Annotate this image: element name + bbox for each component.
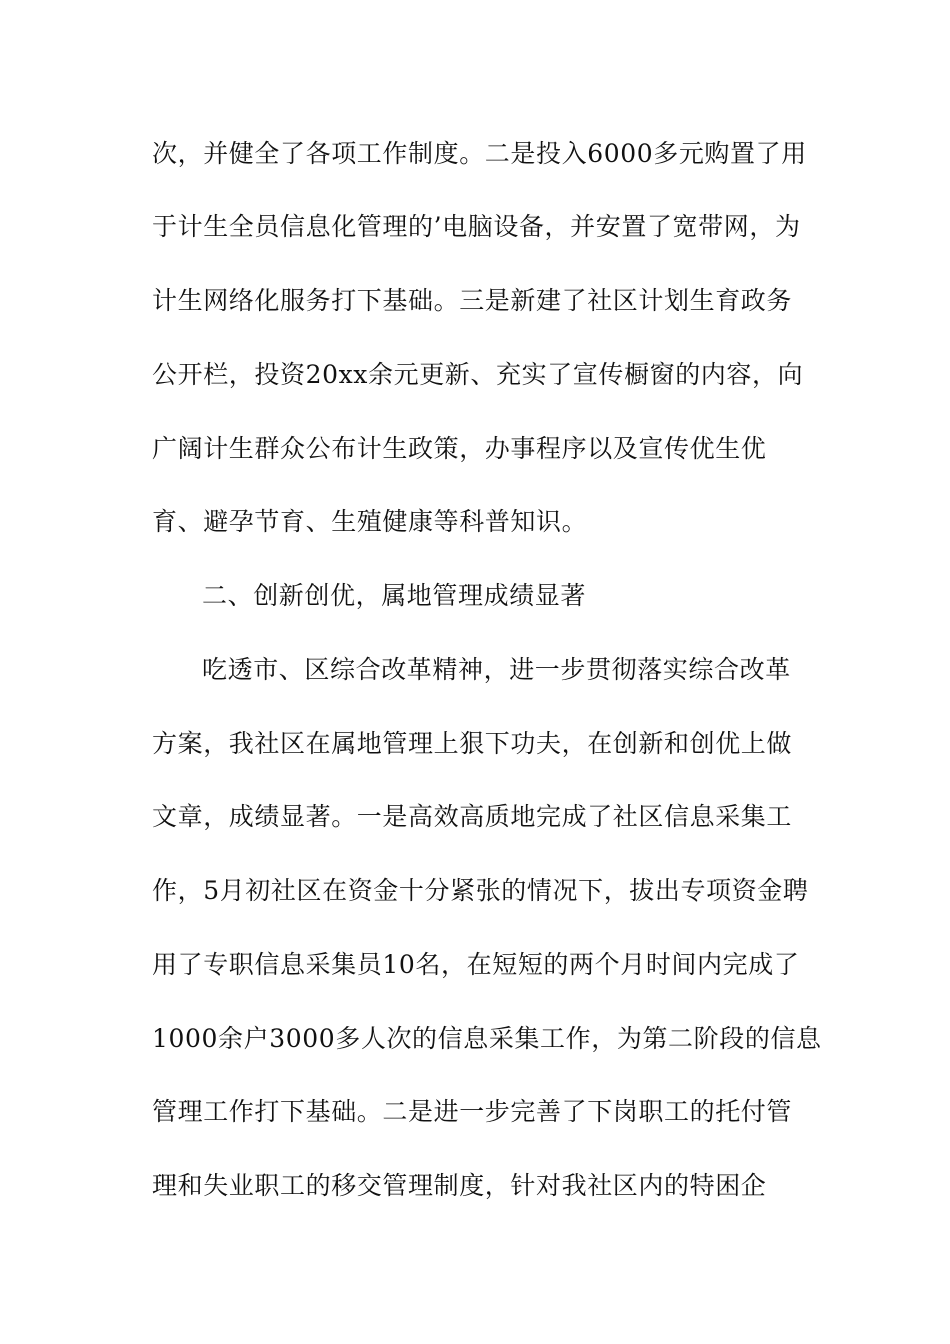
text-line: 1000余户3000多人次的信息采集工作，为第二阶段的信息: [152, 1024, 822, 1053]
text-line: 广阔计生群众公布计生政策，办事程序以及宣传优生优: [152, 434, 767, 463]
text-line: 次，并健全了各项工作制度。二是投入6000多元购置了用: [152, 139, 807, 168]
text-line: 文章，成绩显著。一是高效高质地完成了社区信息采集工: [152, 802, 793, 831]
text-line: 作，5月初社区在资金十分紧张的情况下，拔出专项资金聘: [152, 876, 809, 905]
text-line: 育、避孕节育、生殖健康等科普知识。: [152, 507, 588, 536]
text-line: 用了专职信息采集员10名，在短短的两个月时间内完成了: [152, 950, 800, 979]
text-line: 吃透市、区综合改革精神，进一步贯彻落实综合改革: [202, 655, 791, 684]
text-line: 于计生全员信息化管理的’电脑设备，并安置了宽带网，为: [152, 212, 801, 241]
text-line: 理和失业职工的移交管理制度，针对我社区内的特困企: [152, 1171, 767, 1200]
section-heading: 二、创新创优，属地管理成绩显著: [202, 581, 587, 610]
text-line: 管理工作打下基础。二是进一步完善了下岗职工的托付管: [152, 1097, 793, 1126]
text-line: 计生网络化服务打下基础。三是新建了社区计划生育政务: [152, 286, 793, 315]
text-line: 公开栏，投资20xx余元更新、充实了宣传橱窗的内容，向: [152, 360, 804, 389]
text-line: 方案，我社区在属地管理上狠下功夫，在创新和创优上做: [152, 729, 793, 758]
